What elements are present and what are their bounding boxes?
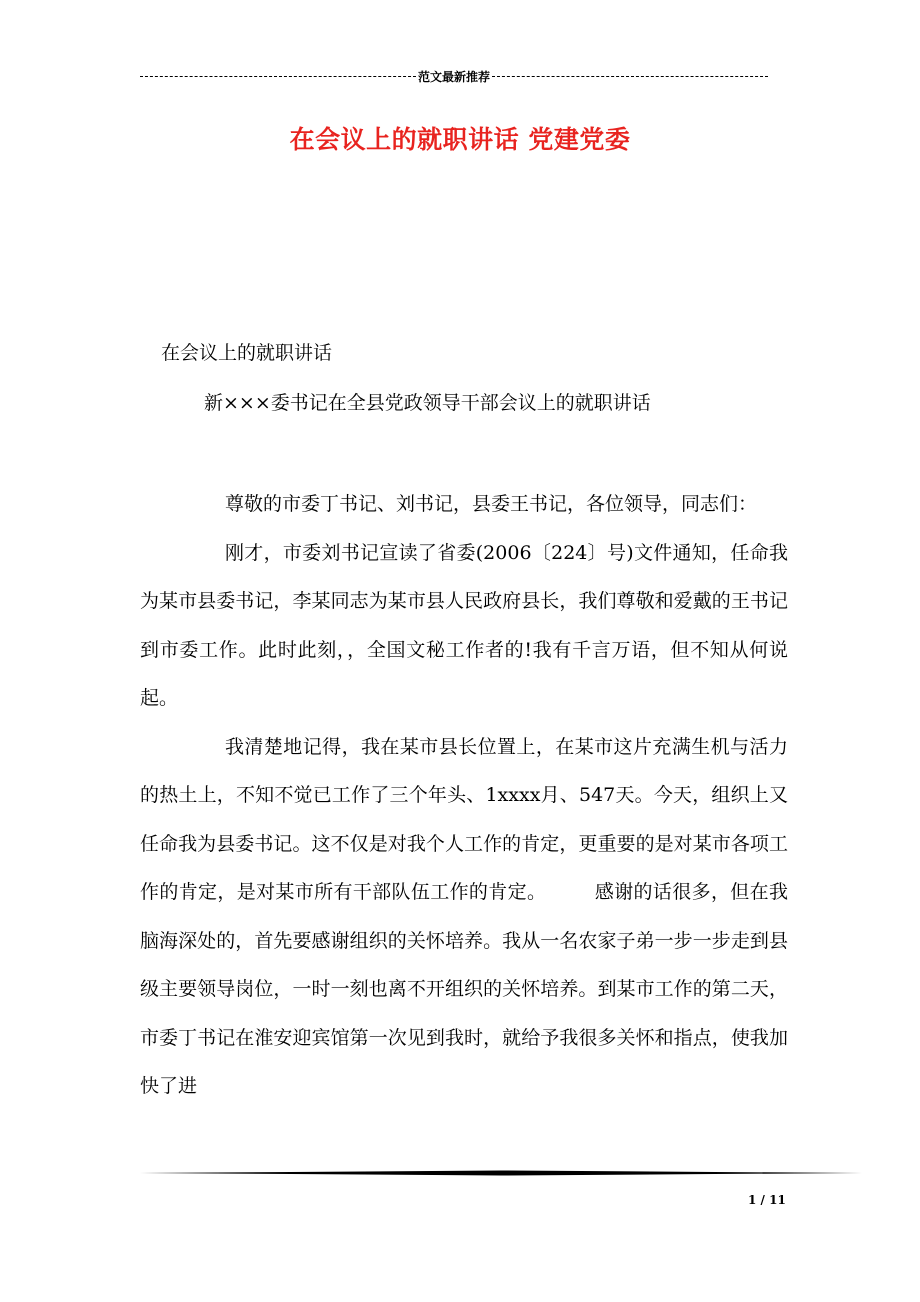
document-title: 在会议上的就职讲话 党建党委 [289,125,631,154]
paragraph-appointment: 刚才，市委刘书记宣读了省委(2006〔224〕号)文件通知，任命我为某市县委书记，李某同志为某市县人民政府县长，我们尊敬和爱戴的王书记到市委工作。此时此刻，，全国文秘工作者的!我有千言万语，但不知从何说起。 [140,541,788,709]
page-number: 1 / 11 [748,1193,786,1207]
section-heading: 在会议上的就职讲话 [161,342,333,364]
header-dash-left [140,76,416,77]
header-dash-right [492,76,768,77]
body-text [140,480,788,1111]
paragraph-salutation: 尊敬的市委丁书记、刘书记，县委王书记，各位领导，同志们： [225,493,758,515]
footer-rule [140,1170,862,1176]
page-header [140,68,768,85]
section-subheading: 新×××委书记在全县党政领导干部会议上的就职讲话 [204,392,651,414]
paragraph-gratitude: 我清楚地记得，我在某市县长位置上，在某市这片充满生机与活力的热土上，不知不觉已工作了三个年头、1xxxx月、547天。今天，组织上又任命我为县委书记。这不仅是对我个人工作的肯定，更重要的是对某市各项工作的肯定，是对某市所有干部队伍工作的肯定。 感谢的话很多，但在我脑海深处的，首先要感谢组织的关怀培养。我从一名农家子弟一步一步走到县级主要领导岗位，一时一刻也离不开组织的关怀培养。到某市工作的第二天，市委丁书记在淮安迎宾馆第一次见到我时，就给予我很多关怀和指点，使我加快了进 [140,735,788,1097]
header-text: 范文最新推荐 [418,70,491,84]
